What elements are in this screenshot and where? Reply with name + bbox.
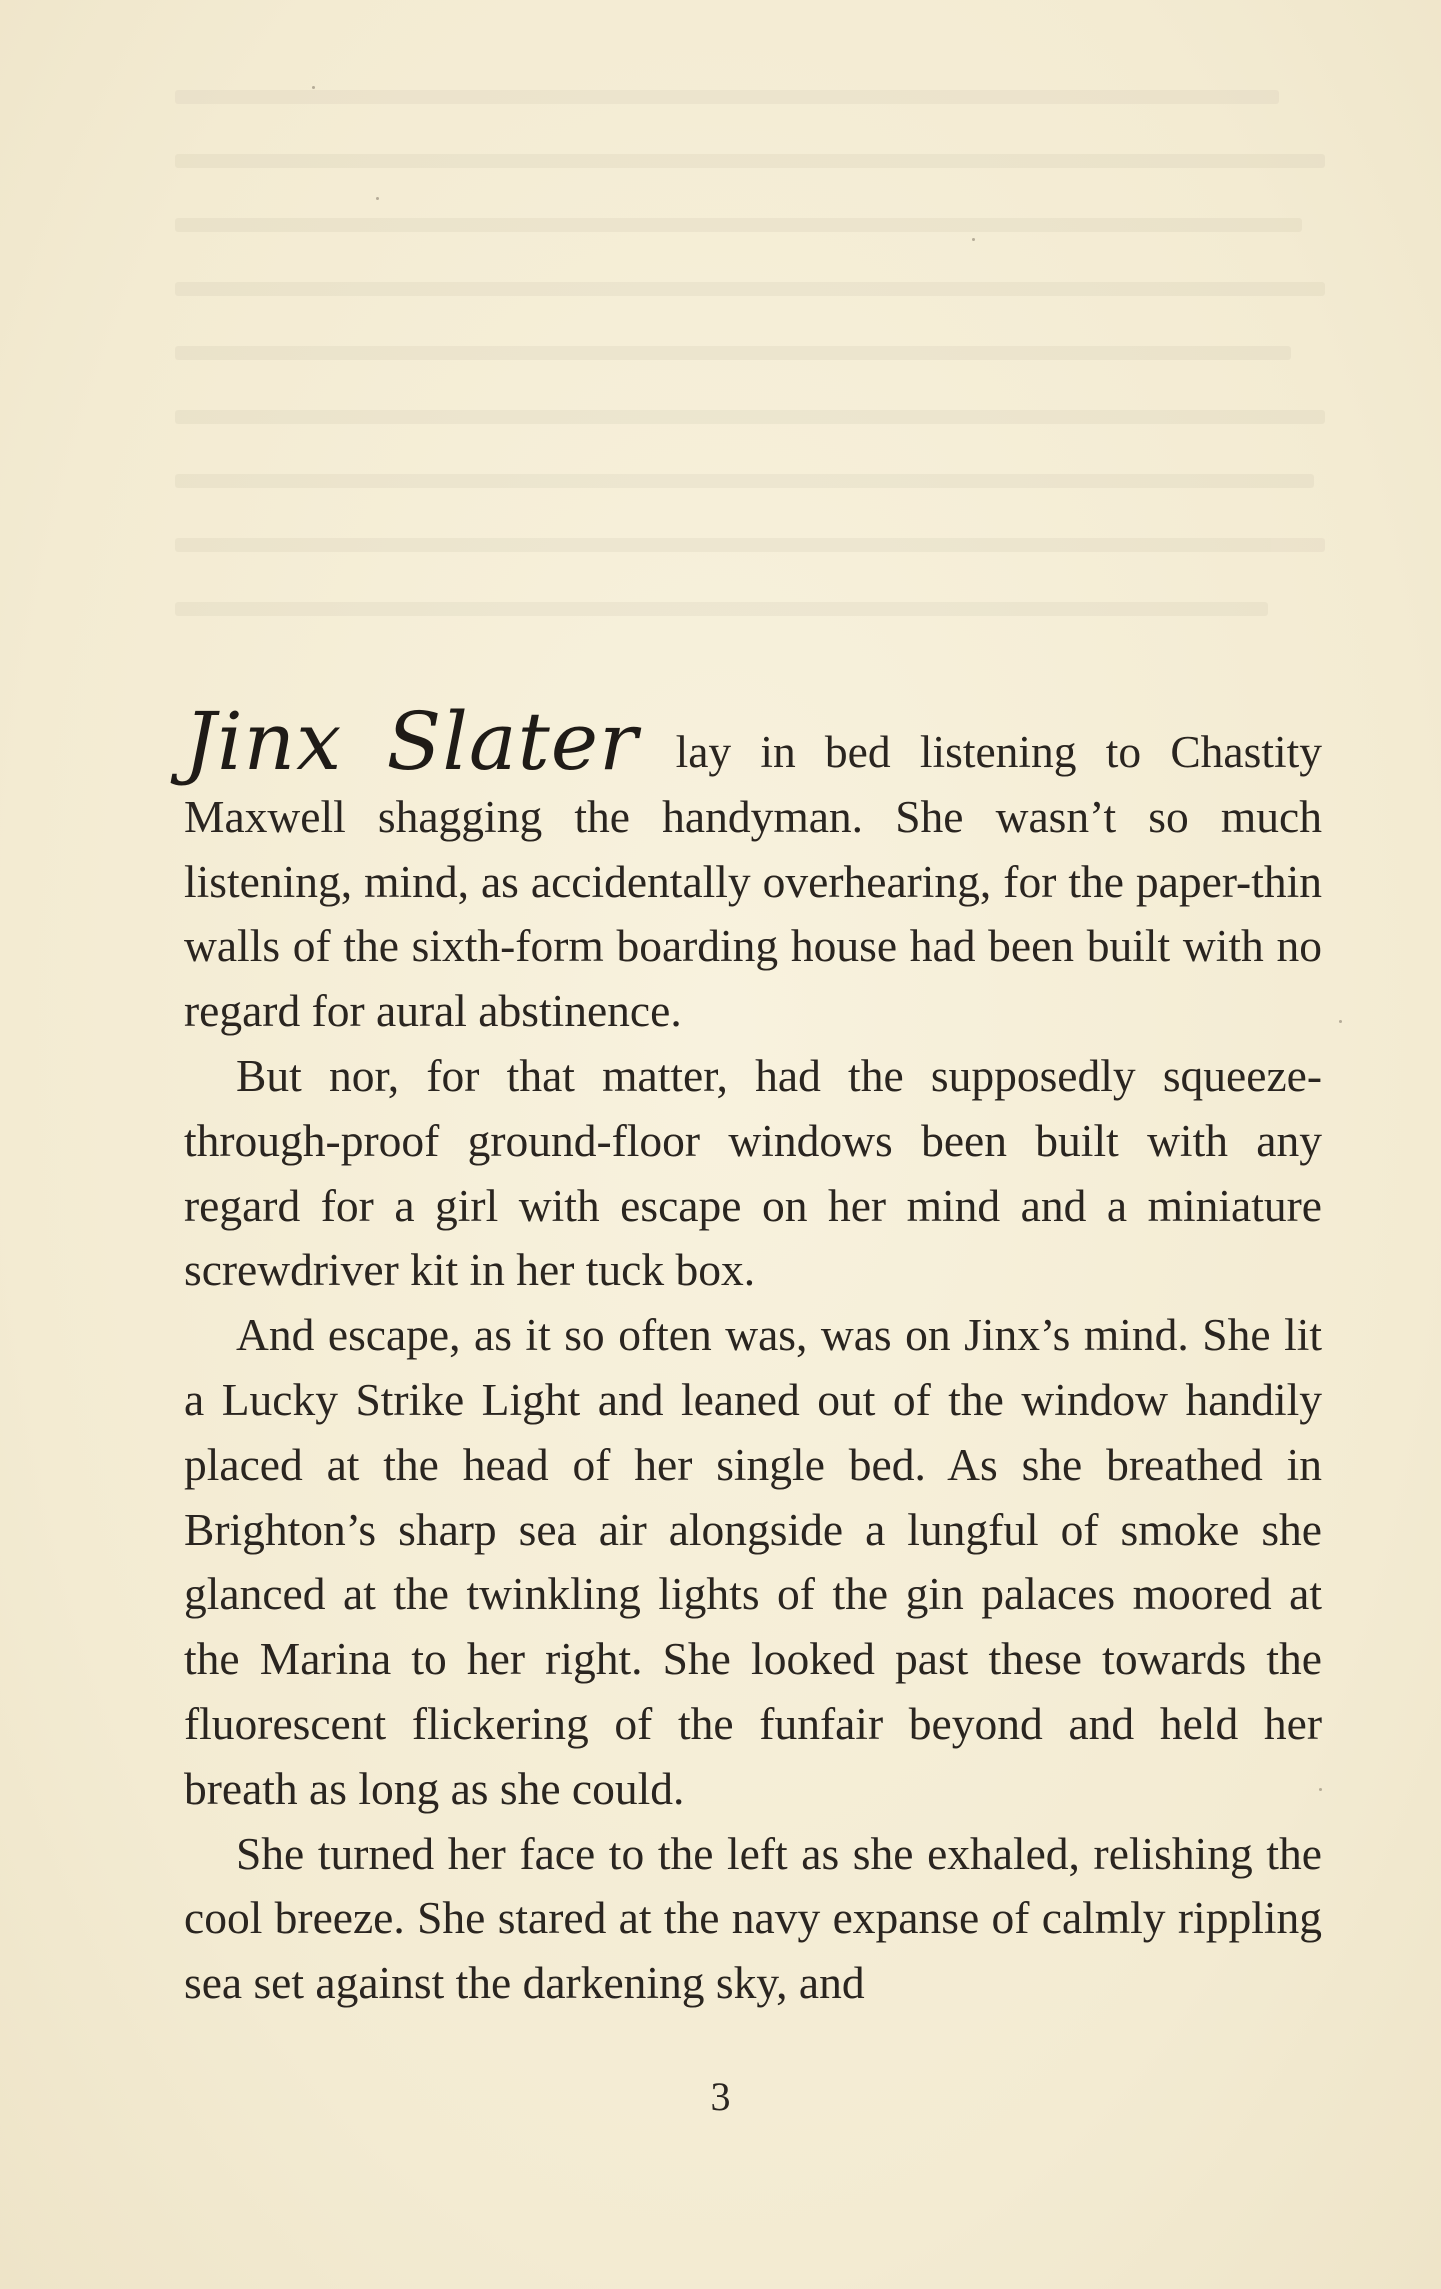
page-number: 3 bbox=[710, 2074, 731, 2119]
bleed-through-shadow bbox=[175, 90, 1325, 690]
paper-speck bbox=[972, 238, 975, 241]
paragraph: She turned her face to the left as she exhaled, relishing the cool breeze. She stared at the navy expanse of calmly rippling sea set against the darkening sky, and bbox=[184, 1827, 1322, 2009]
character-name-script: Jinx Slater bbox=[184, 695, 639, 788]
opening-paragraph bbox=[184, 695, 1322, 1044]
paragraph: And escape, as it so often was, was on Jinx’s mind. She lit a Lucky Strike Light and leaned out of the window handily placed at the head of her single bed. As she breathed in Brighton’s sharp sea air alongside a lungful of smoke she glanced at the twinkling lights of the gin palaces moored at the Marina to her right. She looked past these towards the fluorescent flickering of the funfair beyond and held her breath as long as she could. bbox=[184, 1309, 1322, 1814]
paper-speck bbox=[376, 197, 379, 200]
opening-paragraph-text: lay in bed listening to Chastity Maxwell shagging the handyman. She wasn’t so much listening, mind, as accidentally overhearing, for the paper-thin walls of the sixth-form boarding house had been built with no regard for aural abstinence. bbox=[184, 726, 1322, 1037]
paper-speck bbox=[312, 86, 315, 89]
paper-speck bbox=[1339, 1020, 1342, 1023]
paragraph: But nor, for that matter, had the supposedly squeeze-through-proof ground-floor windows been built with any regard for a girl with escape on her mind and a miniature screwdriver kit in her tuck box. bbox=[184, 1049, 1322, 1296]
body-text bbox=[184, 695, 1322, 2016]
